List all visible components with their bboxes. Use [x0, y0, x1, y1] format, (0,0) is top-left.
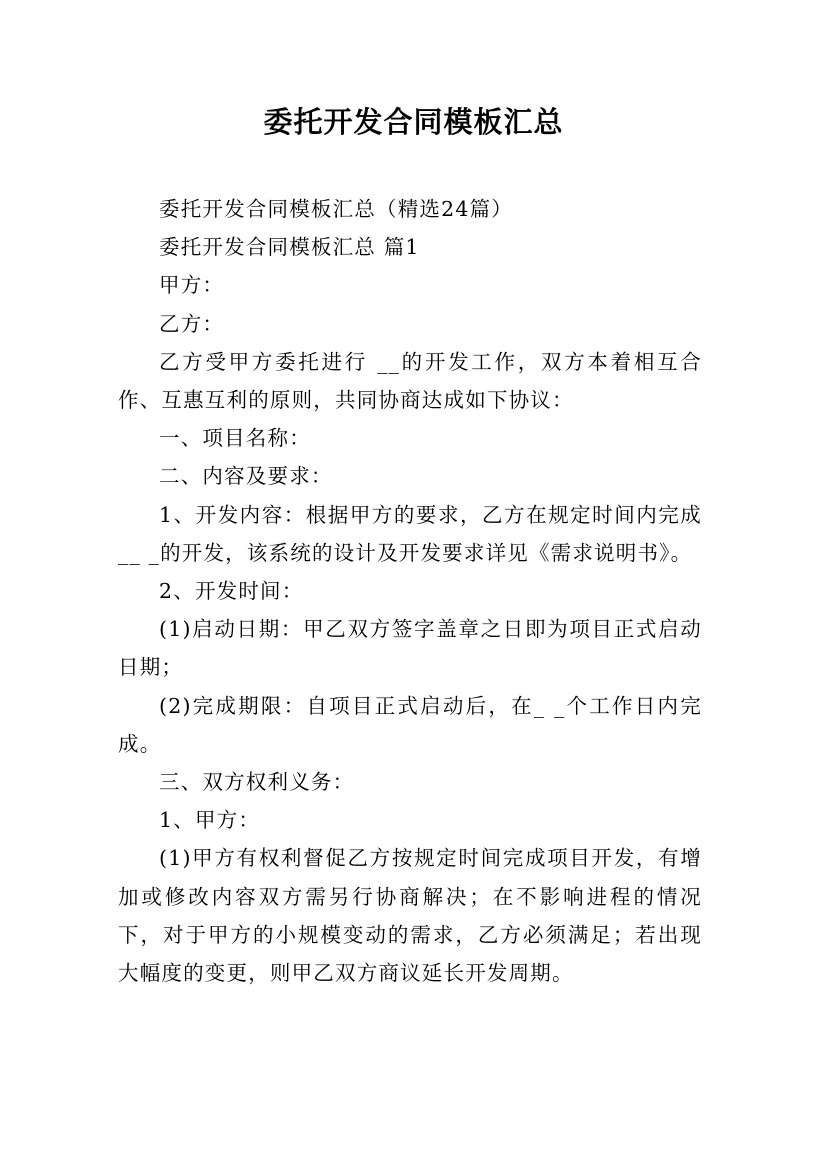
paragraph-heading: 委托开发合同模板汇总（精选24篇） — [159, 197, 513, 221]
document-body — [118, 190, 702, 992]
clause-party-a: 1、甲方： — [159, 808, 261, 833]
document-title: 委托开发合同模板汇总 — [263, 105, 564, 139]
paragraph-section-title: 委托开发合同模板汇总 篇1 — [159, 235, 420, 260]
clause-content-requirements: 二、内容及要求： — [159, 464, 333, 489]
clause-development-content: 1、开发内容：根据甲方的要求，乙方在规定时间内完成__ _的开发，该系统的设计及开发要求详见《需求说明书》。 — [118, 502, 702, 565]
party-b-line: 乙方： — [159, 311, 225, 336]
clause-party-a-rights: (1)甲方有权利督促乙方按规定时间完成项目开发，有增加或修改内容双方需另行协商解决；在不影响进程的情况下，对于甲方的小规模变动的需求，乙方必须满足；若出现大幅度的变更，则甲乙双方商议延长开发周期。 — [118, 846, 702, 986]
clause-start-date: (1)启动日期：甲乙双方签字盖章之日即为项目正式启动日期； — [118, 617, 702, 680]
clause-completion-deadline: (2)完成期限：自项目正式启动后，在_ _个工作日内完成。 — [118, 693, 702, 756]
clause-project-name: 一、项目名称： — [159, 426, 311, 451]
clause-rights-obligations: 三、双方权利义务： — [159, 770, 355, 795]
paragraph-intro: 乙方受甲方委托进行 __的开发工作，双方本着相互合作、互惠互利的原则，共同协商达成如下协议： — [118, 349, 702, 413]
clause-development-time: 2、开发时间： — [159, 579, 304, 604]
party-a-line: 甲方： — [159, 273, 225, 298]
